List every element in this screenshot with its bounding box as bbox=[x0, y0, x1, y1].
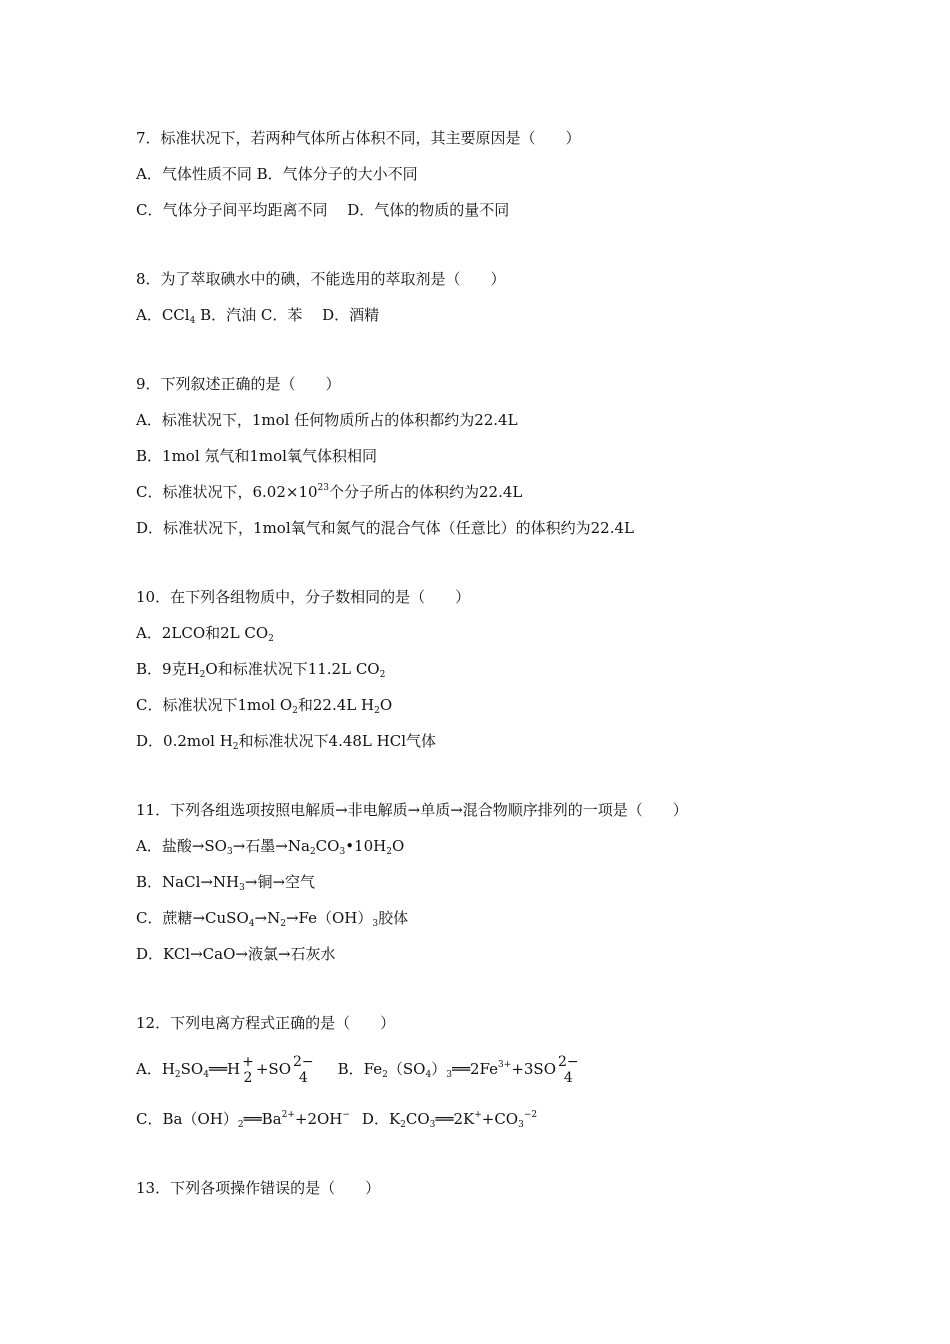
question-10-option-d: D．0.2mol $H_2$和标准状况下4.48L HCl气体 bbox=[136, 732, 437, 752]
question-9-option-d: D．标准状况下，1mol氧气和氮气的混合气体（任意比）的体积约为22.4L bbox=[136, 519, 634, 537]
question-12-options-ab: A．$H_2SO_4══H$ + 2 +SO 2− 4 B．$Fe_2(SO_4)_3══2Fe^{3+}+3SO$ 2− 4 bbox=[136, 1054, 579, 1086]
question-10-stem: 10．在下列各组物质中，分子数相同的是（ ） bbox=[136, 588, 471, 606]
ion-charge-fraction: 2− 4 bbox=[293, 1054, 314, 1086]
question-11-stem: 11．下列各组选项按照电解质→非电解质→单质→混合物顺序排列的一项是（ ） bbox=[136, 801, 688, 819]
question-11-option-d: D．KCl→CaO→液氯→石灰水 bbox=[136, 945, 336, 963]
question-8-options: A．CCl$_4$ B．汽油 C．苯 D．酒精 bbox=[136, 306, 380, 326]
question-10-option-b: B．9克$H_2O$和标准状况下11.2L $CO_2$ bbox=[136, 660, 386, 680]
question-9-option-b: B．1mol 氖气和1mol氧气体积相同 bbox=[136, 447, 377, 465]
ion-charge-fraction: + 2 bbox=[242, 1054, 254, 1086]
question-9-stem: 9．下列叙述正确的是（ ） bbox=[136, 375, 341, 393]
question-7-options-ab: A．气体性质不同 B．气体分子的大小不同 bbox=[136, 165, 418, 183]
question-9-option-c: C．标准状况下，$6.02\times 10^{23}$个分子所占的体积约为22.4L bbox=[136, 483, 523, 501]
question-11-option-c: C．蔗糖$\to CuSO_4\to N_2\to Fe(OH)_3$胶体 bbox=[136, 909, 409, 929]
question-12-options-cd: C．$Ba(OH)_2══Ba^{2+}+2OH^-$ D．$K_2CO_3══2K^++CO_3^{-2}$ bbox=[136, 1110, 538, 1130]
question-7-stem: 7．标准状况下，若两种气体所占体积不同，其主要原因是（ ） bbox=[136, 129, 581, 147]
question-8-stem: 8．为了萃取碘水中的碘，不能选用的萃取剂是（ ） bbox=[136, 270, 506, 288]
question-10-option-a: A．2LCO和2L $CO_2$ bbox=[136, 624, 274, 644]
question-11-option-b: B．$NaCl\to NH_3\to$铜→空气 bbox=[136, 873, 316, 893]
question-13-stem: 13．下列各项操作错误的是（ ） bbox=[136, 1179, 381, 1197]
question-10-option-c: C．标准状况下1mol $O_2$和22.4L $H_2O$ bbox=[136, 696, 393, 716]
ion-charge-fraction: 2− 4 bbox=[558, 1054, 579, 1086]
question-11-option-a: A．盐酸$\to SO_3\to$石墨$\to Na_2CO_3•10H_2O$ bbox=[136, 837, 405, 857]
question-7-options-cd: C．气体分子间平均距离不同 D．气体的物质的量不同 bbox=[136, 201, 510, 219]
question-12-stem: 12．下列电离方程式正确的是（ ） bbox=[136, 1014, 396, 1032]
question-9-option-a: A．标准状况下，1mol 任何物质所占的体积都约为22.4L bbox=[136, 411, 518, 429]
